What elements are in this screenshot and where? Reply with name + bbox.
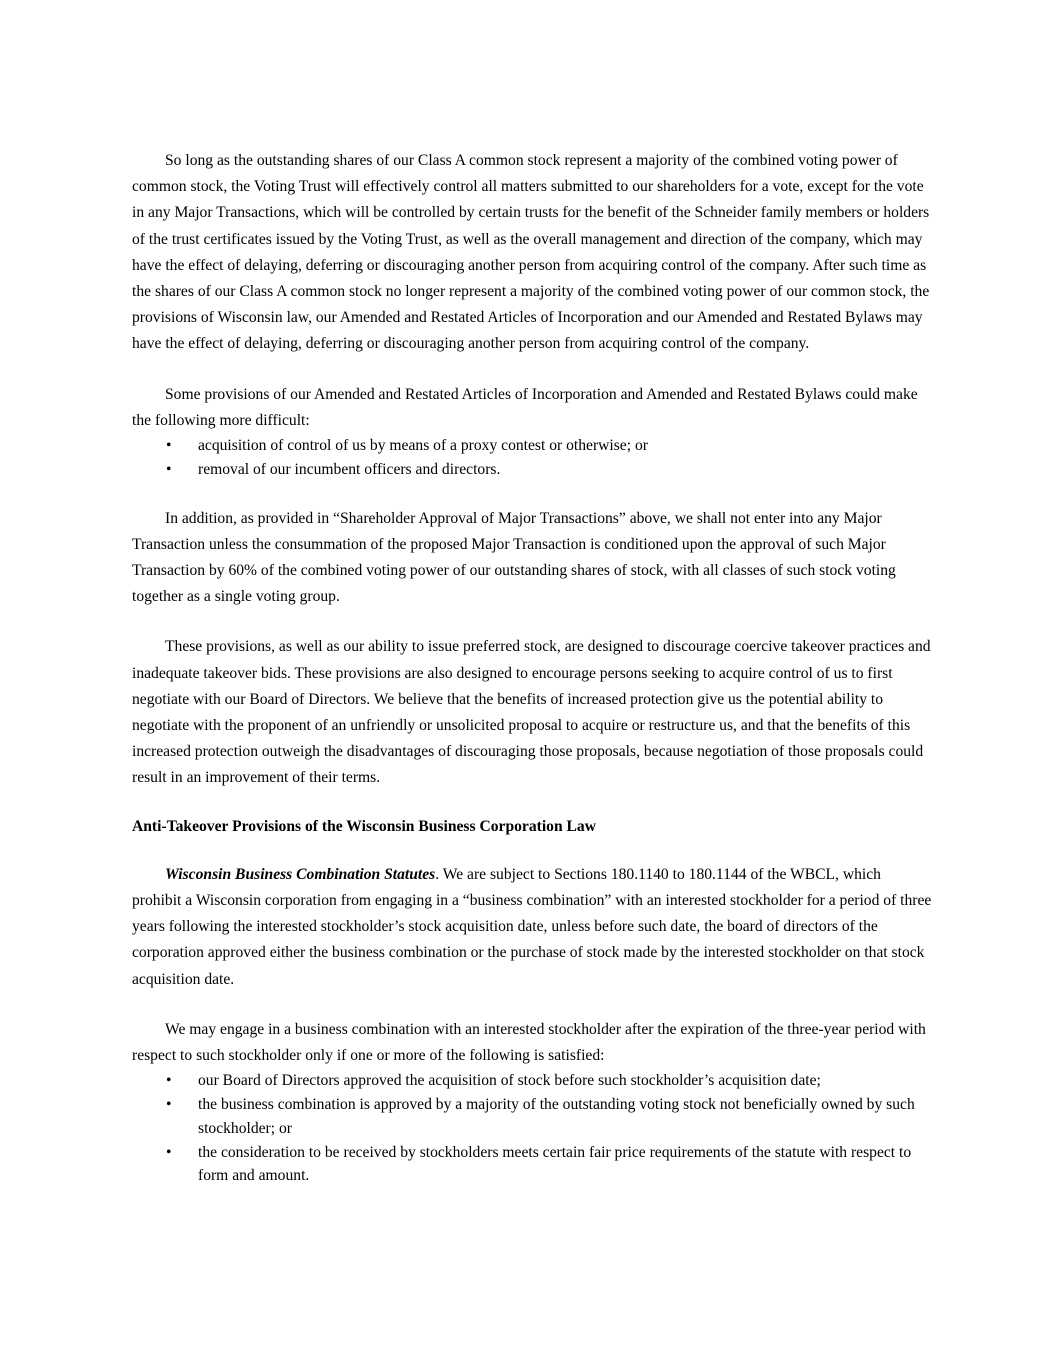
paragraph-provisions-intro: Some provisions of our Amended and Restated Articles of Incorporation and Amended and Restated Bylaws could make the following more difficult: — [132, 385, 918, 429]
list-item — [132, 458, 932, 482]
paragraph-engagement-conditions: We may engage in a business combination with an interested stockholder after the expiration of the three-year period with respect to such stockholder only if one or more of the following is satisfied: — [132, 1020, 926, 1065]
paragraph-spacer — [132, 482, 932, 506]
section-heading: Anti-Takeover Provisions of the Wisconsin Business Corporation Law — [132, 817, 596, 835]
bullet-icon: • — [166, 460, 172, 478]
bullet-icon: • — [166, 1096, 172, 1114]
list-item-text: the consideration to be received by stockholders meets certain fair price requirements of the statute with respect to form and amount. — [198, 1143, 912, 1185]
list-item — [132, 434, 932, 458]
bullet-list-conditions — [132, 1069, 932, 1188]
list-item-text: acquisition of control of us by means of a proxy contest or otherwise; or — [198, 437, 648, 455]
list-item — [132, 1141, 932, 1189]
list-item-text: the business combination is approved by a majority of the outstanding voting stock not beneficially owned by such stockholder; or — [198, 1096, 915, 1137]
bullet-list-difficult — [132, 434, 932, 482]
list-item — [132, 1093, 932, 1141]
paragraph-spacer — [132, 840, 932, 862]
bullet-icon: • — [166, 437, 172, 455]
paragraph-major-transactions: In addition, as provided in “Shareholder Approval of Major Transactions” above, we shall not enter into any Major Transaction unless the consummation of the proposed Major Transaction is conditioned upon the approval of such Major Transaction by 60% of the combined voting power of our outstanding shares of stock, with all classes of such stock voting together as a single voting group. — [132, 509, 896, 606]
bullet-icon: • — [166, 1072, 172, 1090]
paragraph-provisions-purpose: These provisions, as well as our ability to issue preferred stock, are designed to discourage coercive takeover practices and inadequate takeover bids. These provisions are also designed to encourage persons seeking to acquire control of us to first negotiate with our Board of Directors. We believe that the benefits of increased protection give us the potential ability to negotiate with the proponent of an unfriendly or unsolicited proposal to acquire or restructure us, and that the benefits of this increased protection outweigh the disadvantages of discouraging those proposals, because negotiation of those proposals could result in an improvement of their terms. — [132, 638, 931, 787]
paragraph-spacer — [132, 610, 932, 634]
list-item-text: removal of our incumbent officers and directors. — [198, 460, 501, 478]
paragraph-spacer — [132, 358, 932, 382]
bullet-icon: • — [166, 1143, 172, 1161]
list-item-text: our Board of Directors approved the acquisition of stock before such stockholder’s acquisition date; — [198, 1072, 821, 1090]
document-page — [132, 148, 932, 1188]
list-item — [132, 1069, 932, 1093]
paragraph-body: . We are subject to Sections 180.1140 to 180.1144 of the WBCL, which prohibit a Wisconsin corporation from engaging in a “business combination” with an interested stockholder for a period of three years following the interested stockholder’s stock acquisition date, unless before such date, the board of directors of the corporation approved either the business combination or the purchase of stock made by the interested stockholder on that stock acquisition date. — [132, 865, 932, 988]
paragraph-voting-trust-control: So long as the outstanding shares of our Class A common stock represent a majority of the combined voting power of common stock, the Voting Trust will effectively control all matters submitted to our shareholders for a vote, except for the vote in any Major Transactions, which will be controlled by certain trusts for the benefit of the Schneider family members or holders of the trust certificates issued by the Voting Trust, as well as the overall management and direction of the company, which may have the effect of delaying, deferring or discouraging another person from acquiring control of the company. After such time as the shares of our Class A common stock no longer represent a majority of the combined voting power of our common stock, the provisions of Wisconsin law, our Amended and Restated Articles of Incorporation and our Amended and Restated Bylaws may have the effect of delaying, deferring or discouraging another person from acquiring control of the company. — [132, 152, 930, 353]
paragraph-business-combination — [132, 862, 932, 993]
paragraph-spacer — [132, 993, 932, 1017]
paragraph-spacer — [132, 792, 932, 814]
run-in-heading: Wisconsin Business Combination Statutes — [165, 865, 436, 883]
